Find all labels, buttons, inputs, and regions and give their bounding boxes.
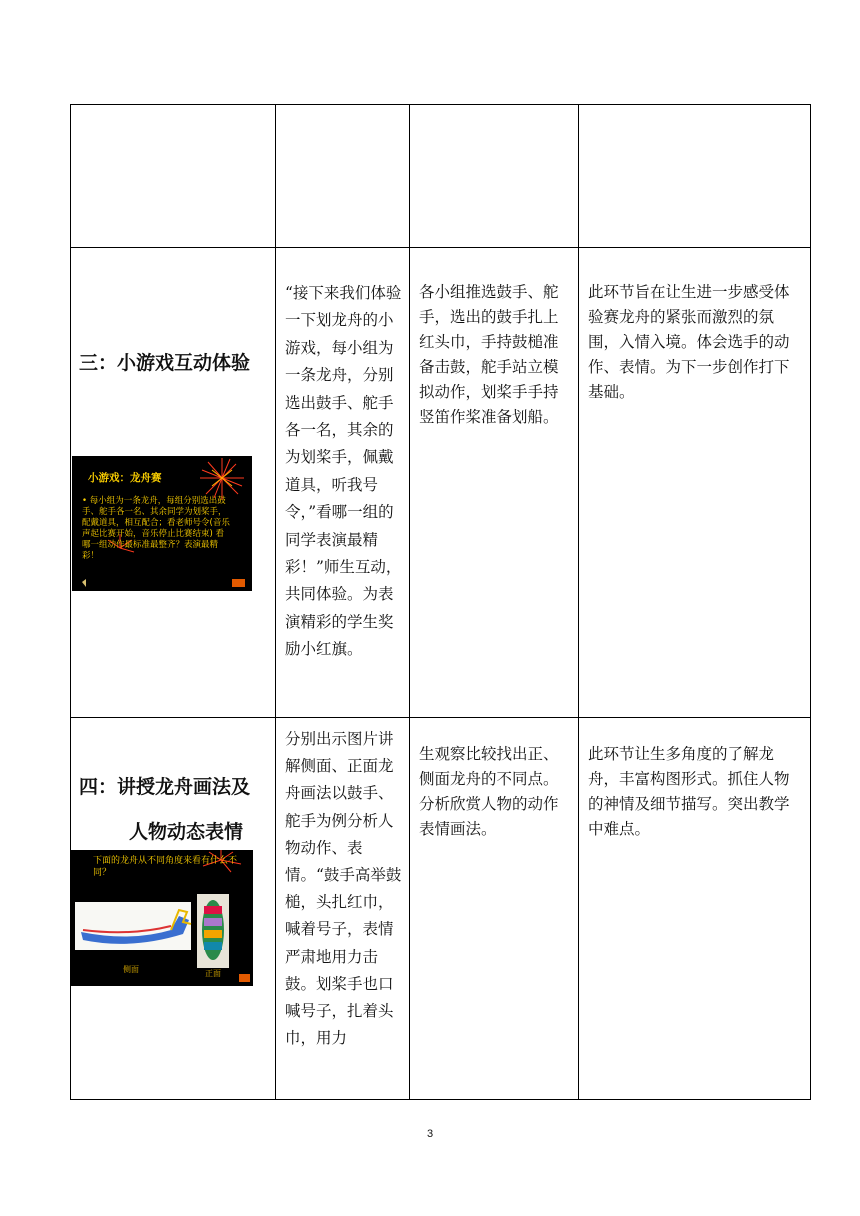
student-activity-cell bbox=[410, 248, 579, 718]
teacher-activity-text: “接下来我们体验一下划龙舟的小游戏，每小组为一条龙舟，分别选出鼓手、舵手各一名，其余的为划桨手，佩戴道具，听我号令，”看哪一组的同学表演最精彩！”师生互动，共同体验。为表演精彩的学生奖励小红旗。 bbox=[285, 284, 402, 659]
slide-title: 小游戏：龙舟赛 bbox=[88, 472, 162, 484]
design-intent-cell bbox=[579, 248, 811, 718]
lesson-plan-table bbox=[70, 104, 811, 1100]
page-number: 3 bbox=[426, 1128, 434, 1140]
design-intent-cell bbox=[579, 718, 811, 1100]
teacher-activity-cell bbox=[276, 248, 410, 718]
speaker-icon bbox=[82, 579, 86, 587]
dragon-boat-slide-image bbox=[71, 850, 253, 986]
front-view-label: 正面 bbox=[205, 969, 221, 978]
step-title: 三：小游戏互动体验 bbox=[79, 352, 251, 374]
step-title: 四：讲授龙舟画法及 bbox=[79, 776, 251, 798]
step-title-continued: 人物动态表情 bbox=[129, 821, 244, 843]
side-view-label: 侧面 bbox=[123, 965, 139, 974]
step-cell bbox=[71, 718, 276, 1100]
game-slide-image bbox=[72, 456, 252, 591]
student-activity-cell bbox=[410, 105, 579, 248]
slide-text: • 每小组为一条龙舟，每组分别选出鼓手、舵手各一名、其余同学为划桨手，配戴道具，相互配合；看老师号令(音乐声起比赛开始，音乐停止比赛结束) 看哪一组动作最标准最整齐？表演最精彩！ bbox=[82, 496, 230, 561]
step-cell bbox=[71, 105, 276, 248]
student-activity-cell bbox=[410, 718, 579, 1100]
design-intent-text: 此环节旨在让生进一步感受体验赛龙舟的紧张而激烈的氛围，入情入境。体会选手的动作、表情。为下一步创作打下基础。 bbox=[588, 283, 790, 401]
table-row bbox=[71, 105, 811, 248]
slide-title: 下面的龙舟从不同角度来看有什么不同？ bbox=[93, 856, 238, 878]
student-activity-text: 各小组推选鼓手、舵手，选出的鼓手扎上红头巾，手持鼓槌准备击鼓，舵手站立模拟动作，划桨手手持竖笛作桨准备划船。 bbox=[419, 283, 559, 426]
step-cell bbox=[71, 248, 276, 718]
teacher-activity-cell bbox=[276, 105, 410, 248]
teacher-activity-text: 分别出示图片讲解侧面、正面龙舟画法以鼓手、舵手为例分析人物动作、表情。“鼓手高举鼓槌，头扎红巾，喊着号子，表情严肃地用力击鼓。划桨手也口喊号子，扎着头巾，用力 bbox=[285, 730, 402, 1048]
teacher-activity-cell bbox=[276, 718, 410, 1100]
student-activity-text: 生观察比较找出正、侧面龙舟的不同点。分析欣赏人物的动作表情画法。 bbox=[419, 745, 559, 838]
table-row bbox=[71, 248, 811, 718]
design-intent-text: 此环节让生多角度的了解龙舟，丰富构图形式。抓住人物的神情及细节描写。突出教学中难点。 bbox=[588, 745, 790, 838]
design-intent-cell bbox=[579, 105, 811, 248]
table-row bbox=[71, 718, 811, 1100]
